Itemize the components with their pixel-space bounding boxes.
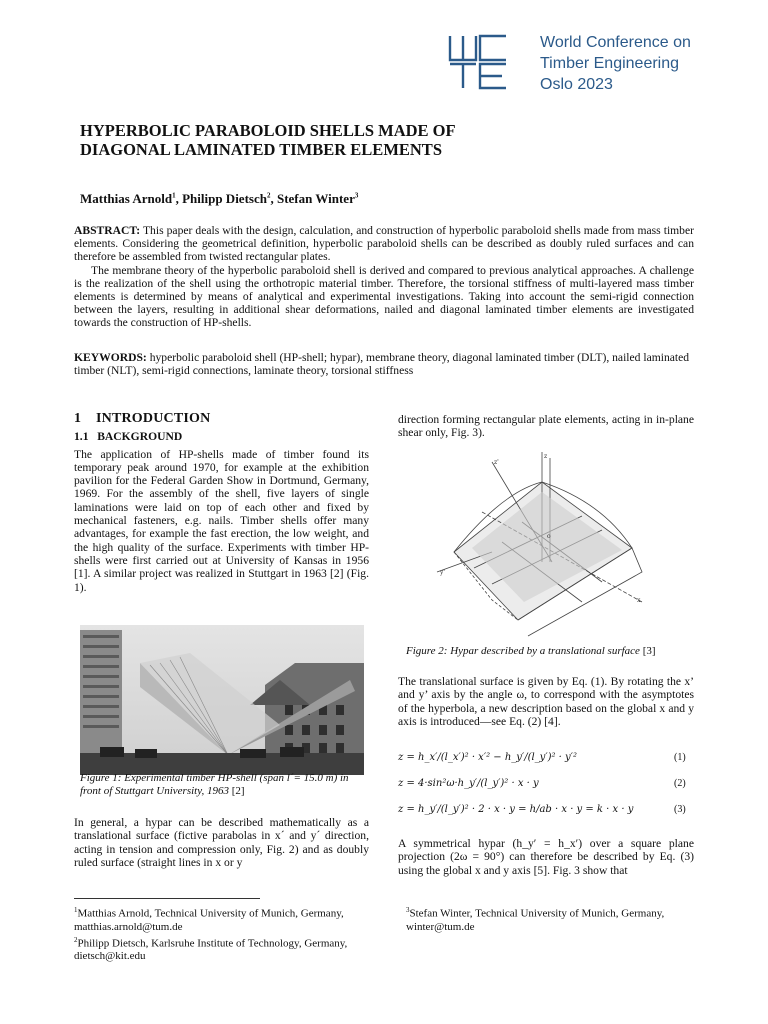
caption-text: Experimental timber HP-shell (span l´= 15.0 m) in front of Stuttgart University, 1963: [80, 772, 349, 797]
point-label-o: o: [547, 533, 551, 540]
author-name: Stefan Winter: [276, 191, 355, 206]
wcte-logo-icon: [448, 34, 508, 90]
keywords: [74, 351, 694, 377]
abstract-paragraph: [74, 224, 694, 264]
footnote-text: Philipp Dietsch, Karlsruhe Institute of Technology, Germany, dietsch@kit.edu: [74, 937, 348, 963]
footnote-rule: [74, 898, 260, 899]
conference-line: Oslo 2023: [540, 76, 613, 93]
conference-line: Timber Engineering: [540, 55, 680, 72]
footnote-text: Stefan Winter, Technical University of Munich, Germany, winter@tum.de: [406, 907, 665, 933]
equation: z = h_x′/(l_x′)² · x′² − h_y′/(l_y′)² · y′²: [398, 752, 577, 763]
section-heading: 1 INTRODUCTION: [74, 411, 211, 426]
footnote-mark: 3: [406, 906, 410, 914]
footnote: [74, 934, 374, 964]
axis-label-x: x: [637, 597, 641, 604]
hp-shell-photo: [80, 625, 364, 775]
author-name: Philipp Dietsch: [182, 191, 267, 206]
body-paragraph: In general, a hypar can be described mathematically as a translational surface (fictive parabolas in x´ and y´ direction, acting in tension and compression only, Fig. 2) and as doubly ruled surface (straight lines in x or y: [74, 816, 369, 869]
equation: z = 4·sin²ω·h_y′/(l_y′)² · x · y: [398, 778, 539, 789]
abstract: [74, 224, 694, 330]
title-line: DIAGONAL LAMINATED TIMBER ELEMENTS: [80, 140, 442, 159]
footnote-text: Matthias Arnold, Technical University of Munich, Germany, matthias.arnold@tum.de: [74, 907, 344, 933]
author-affiliation-mark: 1: [172, 191, 176, 200]
figure1-caption: [80, 772, 370, 798]
author-affiliation-mark: 2: [266, 191, 271, 200]
axis-label-z-prime: z': [494, 459, 499, 466]
title-line: HYPERBOLIC PARABOLOID SHELLS MADE OF: [80, 121, 456, 140]
footnote: [406, 904, 706, 934]
equation-number: (3): [674, 804, 686, 815]
author-name: Matthias Arnold: [80, 191, 173, 206]
abstract-label: ABSTRACT:: [74, 224, 141, 237]
author-separator: ,: [175, 191, 183, 206]
abstract-paragraph: The membrane theory of the hyperbolic paraboloid shell is derived and compared to previous analytical approaches. A challenge is the realization of the shell using the orthotropic material timber. Therefore, the torsional stiffness of multi-layered mass timber elements is determined by means of analytical and experimental investigations. Taking into account the semi-rigid connection between the layers, resulting in additional shear deformations, nailed and diagonal laminated timber elements are investigated towards the construction of HP-shells.: [74, 263, 694, 330]
footnote-mark: 1: [74, 906, 78, 914]
footnote: [74, 904, 374, 934]
axis-label-y-prime: y': [440, 569, 446, 576]
body-paragraph: The application of HP-shells made of timber found its temporary peak around 1970, for example at the exhibition pavilion for the Federal Garden Show in Dortmund, Germany, 1969. For the assembly of the shell, five layers of single laminations were laid on top of each other and fixed by mechanical fasteners, e.g. nails. Timber shells offer many advantages, for example the fast erection, the low weight, and the high quality of the surface. Experiments with timber HP-shells were first carried out at University of Kansas in 1956 [1]. A similar project was realized in Stuttgart in 1963 [2] (Fig. 1).: [74, 447, 369, 594]
footnote-mark: 2: [74, 935, 78, 944]
equation-number: (2): [674, 778, 686, 789]
keywords-text: hyperbolic paraboloid shell (HP-shell; hypar), membrane theory, diagonal laminated timber (DLT), nailed laminated timber (NLT), semi-rigid connections, laminate theory, torsional stiffness: [74, 351, 690, 378]
figure2-caption: [406, 645, 656, 657]
author-list: [80, 191, 358, 207]
equation: z = h_y′/(l_y′)² · 2 · x · y = h/ab · x · y = k · x · y: [398, 804, 634, 815]
author-separator: ,: [270, 191, 277, 206]
author-affiliation-mark: 3: [354, 191, 359, 200]
body-paragraph: A symmetrical hypar (h_y′ = h_x′) over a square plane projection (2ω = 90°) can therefore be described by Eq. (3) using the global x and y axis [5]. Fig. 3 show that: [398, 837, 694, 877]
footnotes-right: [406, 904, 706, 934]
subsection-heading: 1.1 BACKGROUND: [74, 430, 183, 444]
left-column: [74, 412, 369, 594]
abstract-text: This paper deals with the design, calculation, and construction of hyperbolic paraboloid shells made from mass timber elements. Considering the geometrical definition, hyperbolic paraboloid shells can be described as doubly ruled surfaces and can therefore be assembled from twisted rectangular plates.: [74, 224, 694, 264]
footnotes-left: [74, 904, 374, 963]
hypar-diagram: [432, 452, 654, 638]
caption-reference: [3]: [639, 645, 656, 657]
caption-label: Figure 2:: [406, 645, 448, 657]
keywords-label: KEYWORDS:: [74, 351, 147, 364]
caption-label: Figure 1:: [80, 772, 122, 784]
axis-label-z: z: [544, 453, 548, 460]
body-paragraph: The translational surface is given by Eq. (1). By rotating the x’ and y’ axis by the angle ω, to correspond with the asymptotes of the hyperbola, a new description based on the global x and y axis is introduced—see Eq. (2) [4].: [398, 675, 694, 728]
conference-name: [540, 32, 691, 95]
caption-text: Hypar described by a translational surface: [447, 645, 640, 657]
conference-line: World Conference on: [540, 34, 691, 51]
caption-reference: [2]: [229, 785, 245, 797]
paper-title: [80, 121, 640, 159]
body-paragraph: direction forming rectangular plate elements, acting in in-plane shear only, Fig. 3).: [398, 413, 694, 440]
equation-number: (1): [674, 752, 686, 763]
